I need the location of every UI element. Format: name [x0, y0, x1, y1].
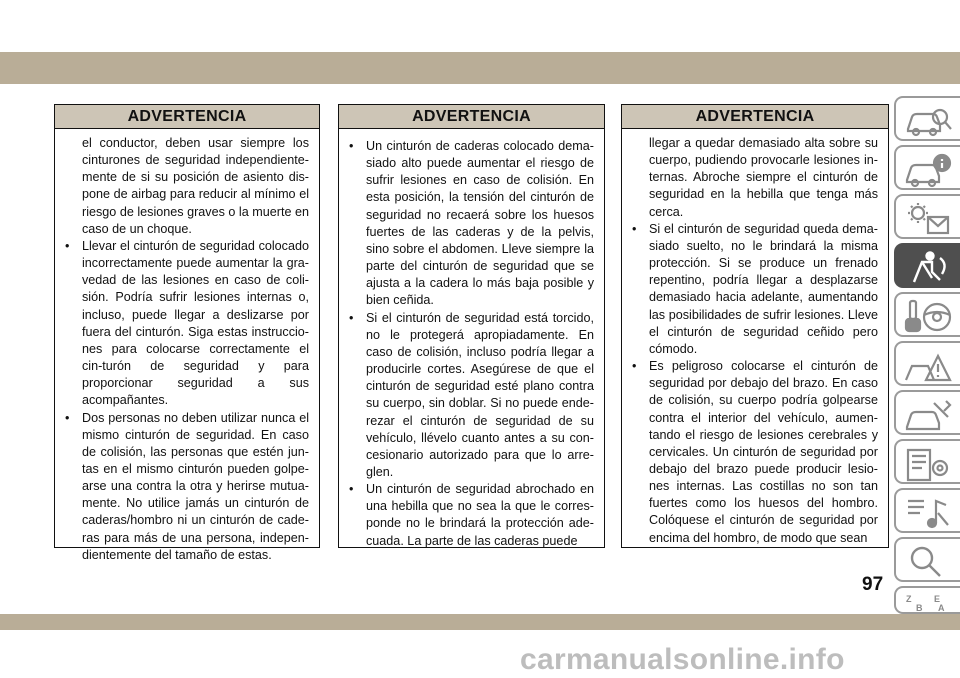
warning-title: ADVERTENCIA [622, 105, 888, 129]
bullet-dot-icon: • [349, 482, 354, 497]
page-top-margin [0, 0, 960, 52]
warning-panel-1 [54, 104, 320, 562]
svg-text:B: B [916, 603, 923, 613]
warning-body [622, 129, 888, 547]
index-search-icon [904, 544, 954, 580]
warning-bullet [349, 310, 594, 482]
bullet-dot-icon: • [632, 221, 637, 236]
tab-customer-assistance[interactable] [894, 537, 960, 582]
warning-bullet [632, 358, 878, 547]
car-search-icon [904, 103, 954, 139]
seatbelt-airbag-icon [904, 250, 954, 286]
continued-paragraph: el conductor, deben usar siempre los cinturones de seguridad independiente-mente de si su posición de asiento dis-pone de airbag para reducir al mínimo el riesgo de lesiones graves o la muerte en caso de un choque. [82, 136, 309, 236]
warning-bullet [65, 238, 309, 410]
tab-instrument-panel[interactable] [894, 194, 960, 239]
continued-paragraph: llegar a quedar demasiado alta sobre su cuerpo, pudiendo provocarle lesiones in-ternas. Abroche siempre el cinturón de seguridad en la hebilla que tenga más cerca. [649, 136, 878, 219]
roadside-emergency-icon [904, 348, 954, 384]
warning-body [55, 129, 319, 564]
bullet-text: Llevar el cinturón de seguridad colocado incorrectamente puede aumentar la gra-vedad de las lesiones en caso de coli-sión. Podría sufrir lesiones internas o, incluso, puede llegar a deslizarse por fuera del cinturón. Siga estas instruccio-nes para colocarse correctamente el cin-turón de seguridad y para proporcionar seguridad a sus acompañantes. [82, 238, 309, 408]
bullet-dot-icon: • [632, 359, 637, 374]
languages-letters-icon [904, 593, 954, 615]
lights-message-icon [904, 201, 954, 237]
warning-title: ADVERTENCIA [339, 105, 604, 129]
specifications-gear-icon [904, 446, 954, 482]
bullet-dot-icon: • [349, 139, 354, 153]
tab-servicing-maintenance[interactable] [894, 390, 960, 435]
tab-getting-to-know-vehicle[interactable] [894, 96, 960, 141]
car-info-icon [904, 152, 954, 188]
svg-text:E: E [934, 594, 941, 604]
warning-bullet [349, 138, 594, 310]
svg-text:A: A [938, 603, 945, 613]
footer-strip [0, 614, 960, 630]
warning-title: ADVERTENCIA [55, 105, 319, 129]
svg-text:Z: Z [906, 594, 912, 604]
warning-bullet [65, 410, 309, 564]
multimedia-music-icon [904, 495, 954, 531]
bullet-dot-icon: • [65, 410, 70, 425]
bullet-text: Es peligroso colocarse el cinturón de seguridad por debajo del brazo. En caso de colisión, su cuerpo podría golpearse contra el interior del vehículo, aumen-tando el riesgo de lesiones cerebrales y cervicales. Un cinturón de seguridad por debajo del brazo puede producir lesio-nes internas. Las costillas no son tan fuertes como los huesos del hombro. Colóquese el cinturón de seguridad por encima del hombro, de modo que sean [649, 359, 878, 545]
bullet-dot-icon: • [65, 238, 70, 253]
warning-bullet [632, 221, 878, 358]
tab-starting-operating[interactable] [894, 292, 960, 337]
warning-panel-2 [338, 104, 605, 548]
bullet-text: Si el cinturón de seguridad queda dema-siado suelto, no le brindará la misma protección. Si se produce un frenado repentino, podría llegar a desplazarse demasiado hacia adelante, aumentando las posibilidades de sufrir lesiones. Lleve el cinturón de seguridad ceñido pero cómodo. [649, 221, 878, 356]
warning-body [339, 129, 604, 550]
tab-safety[interactable] [894, 243, 960, 288]
bullet-text: Un cinturón de caderas colocado dema-siado alto puede aumentar el riesgo de sufrir lesiones en caso de colisión. En esta posición, la tensión del cinturón de seguridad no recaerá sobre los huesos fuertes de las caderas y de la pelvis, sino sobre el abdomen. Lleve siempre la parte del cinturón de seguridad que se ajusta a la cadera lo más baja posible y bien ceñida. [366, 139, 594, 308]
tab-multimedia[interactable] [894, 488, 960, 533]
key-steering-wheel-icon [904, 299, 954, 335]
tab-in-case-of-emergency[interactable] [894, 341, 960, 386]
bullet-dot-icon: • [349, 310, 354, 325]
bullet-text: Si el cinturón de seguridad está torcido, no le protegerá apropiadamente. En caso de colisión, incluso podría llegar a producirle cortes. Asegúrese de que el cinturón de seguridad esté plano contra su cuerpo, sin doblar. Si no puede ende-rezar el cinturón de seguridad de su vehículo, llévelo cuanto antes a su con-cesionario autorizado para que lo arre-glen. [366, 310, 594, 479]
car-service-icon [904, 397, 954, 433]
tab-vehicle-info[interactable] [894, 145, 960, 190]
tab-technical-specifications[interactable] [894, 439, 960, 484]
bullet-text: Un cinturón de seguridad abrochado en una hebilla que no sea la que le corres-ponde no le brindará la protección ade-cuada. La parte de las caderas puede [366, 482, 594, 548]
tab-index[interactable] [894, 586, 960, 614]
header-strip [0, 52, 960, 84]
watermark: carmanualsonline.info [520, 643, 845, 676]
bullet-text: Dos personas no deben utilizar nunca el mismo cinturón de seguridad. En caso de colisión, las personas que estén jun-tas en el mismo cinturón pueden golpe-arse una contra la otra y herirse mutua-mente. No utilice jamás un cinturón de caderas/hombro ni un cinturón de cade-ras para más de una persona, indepen-dientemente del tamaño de estas. [82, 410, 309, 562]
warning-panel-3 [621, 104, 889, 548]
page-number: 97 [862, 574, 884, 595]
warning-bullet [349, 481, 594, 550]
